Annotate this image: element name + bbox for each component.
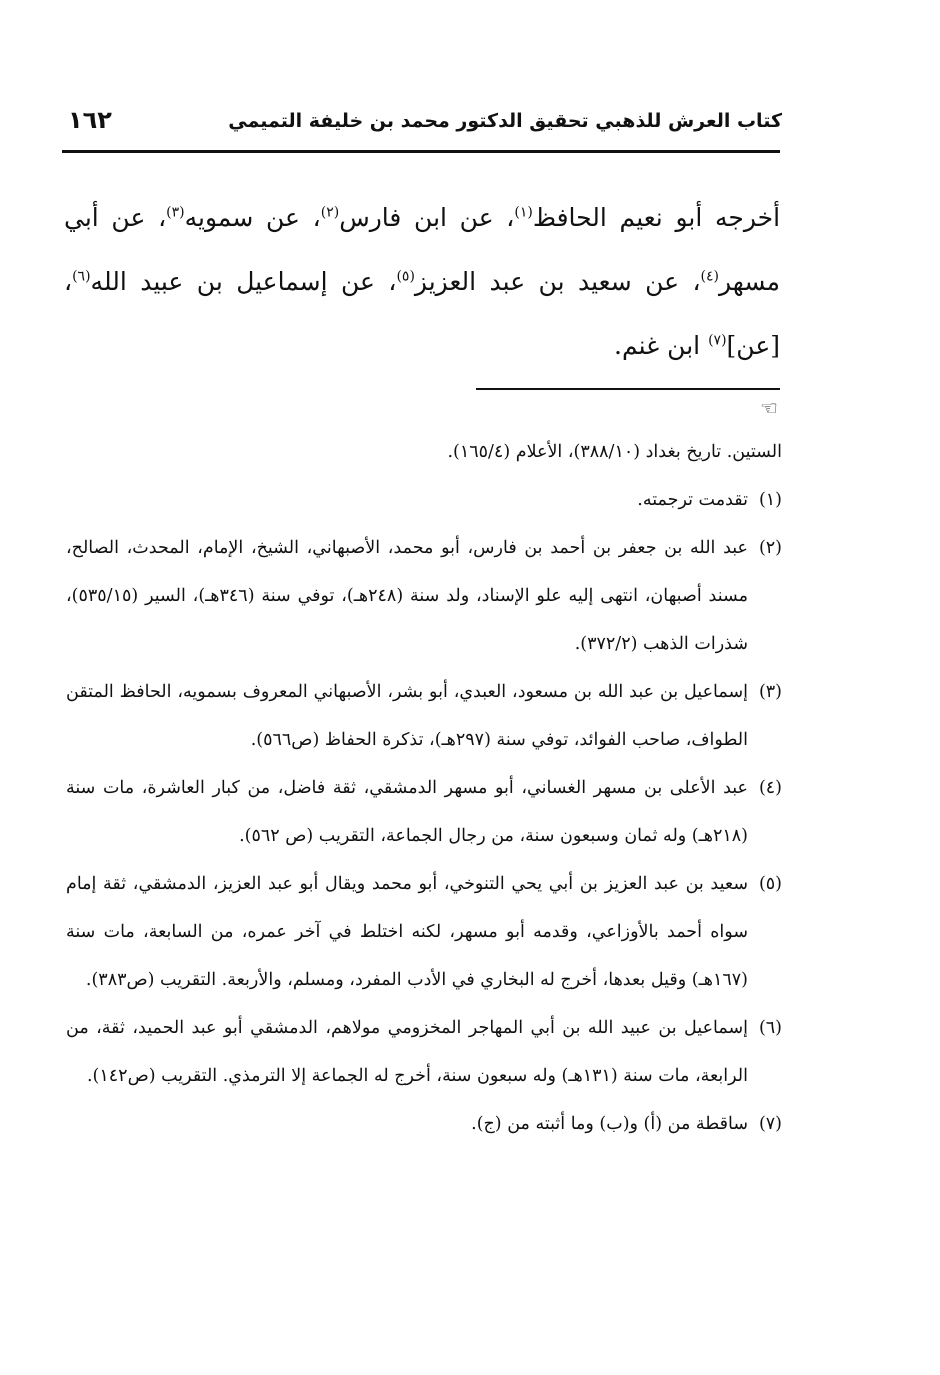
footnote-number: (١) xyxy=(758,490,782,510)
footnote-5 xyxy=(66,860,782,1004)
footnote-number: (٤) xyxy=(758,778,782,798)
footnote-number: (٣) xyxy=(758,682,782,702)
main-text-segment: ابن غنم. xyxy=(614,331,709,360)
main-text-segment: ، [عن] xyxy=(64,267,780,360)
footnote-2 xyxy=(66,524,782,668)
footnote-text: سعيد بن عبد العزيز بن أبي يحي التنوخي، أبو محمد ويقال أبو عبد العزيز، الدمشقي، ثقة إمام سواه أحمد بالأوزاعي، وقدمه أبو مسهر، لكنه اختلط في آخر عمره، من السابعة، مات سنة (١٦٧هـ) وقيل بعدها، أخرج له البخاري في الأدب المفرد، ومسلم، والأربعة. التقريب (ص٣٨٣). xyxy=(66,874,748,990)
footnote-ref-1: (١) xyxy=(514,204,533,221)
header-divider xyxy=(62,150,780,153)
footnote-text: إسماعيل بن عبد الله بن مسعود، العبدي، أبو بشر، الأصبهاني المعروف بسمويه، الحافظ المتقن الطواف، صاحب الفوائد، توفي سنة (٢٩٧هـ)، تذكرة الحفاظ (ص٥٦٦). xyxy=(66,682,748,750)
footnote-number: (٧) xyxy=(758,1114,782,1134)
footnote-ref-6: (٦) xyxy=(72,268,91,285)
main-text-segment: ، عن ابن فارس xyxy=(339,203,515,232)
page-number: ١٦٢ xyxy=(68,106,112,134)
footnote-7 xyxy=(66,1100,782,1148)
footnote-6 xyxy=(66,1004,782,1100)
footnote-number: (٥) xyxy=(758,874,782,894)
footnote-4 xyxy=(66,764,782,860)
main-text-segment: ، عن سمويه xyxy=(184,203,321,232)
main-text-segment: ، عن إسماعيل بن عبيد الله xyxy=(90,267,397,296)
main-text-segment: أخرجه أبو نعيم الحافظ xyxy=(532,203,781,232)
main-text-paragraph xyxy=(64,186,780,378)
footnote-text: ساقطة من (أ) و(ب) وما أثبته من (ج). xyxy=(471,1114,748,1134)
main-text-segment: ، عن سعيد بن عبد العزيز xyxy=(414,267,701,296)
footnote-ref-5: (٥) xyxy=(396,268,415,285)
footnote-ref-4: (٤) xyxy=(700,268,719,285)
footnote-ref-2: (٢) xyxy=(320,204,340,221)
footnote-number: (٦) xyxy=(758,1018,782,1038)
footnote-ref-7: (٧) xyxy=(708,332,727,349)
footnote-text: تقدمت ترجمته. xyxy=(637,490,748,510)
running-header xyxy=(64,104,782,144)
footnote-1 xyxy=(66,476,782,524)
footnote-number: (٢) xyxy=(758,538,782,558)
footnote-text: إسماعيل بن عبيد الله بن أبي المهاجر المخزومي مولاهم، الدمشقي أبو عبد الحميد، ثقة، من الرابعة، مات سنة (١٣١هـ) وله سبعون سنة، أخرج له الجماعة إلا الترمذي. التقريب (ص١٤٢). xyxy=(66,1018,748,1086)
footnote-divider xyxy=(476,388,780,390)
footnotes-section xyxy=(66,428,782,1148)
footnote-text: عبد الأعلى بن مسهر الغساني، أبو مسهر الدمشقي، ثقة فاضل، من كبار العاشرة، مات سنة (٢١٨هـ) وله ثمان وسبعون سنة، من رجال الجماعة، التقريب (ص ٥٦٢). xyxy=(66,778,748,846)
book-title: كتاب العرش للذهبي تحقيق الدكتور محمد بن خليفة التميمي xyxy=(228,110,782,132)
pointing-hand-icon: ☜ xyxy=(760,396,778,420)
footnote-ref-3: (٣) xyxy=(166,204,185,221)
footnote-3 xyxy=(66,668,782,764)
footnote-text: عبد الله بن جعفر بن أحمد بن فارس، أبو محمد، الأصبهاني، الشيخ، الإمام، المحدث، الصالح، مسند أصبهان، انتهى إليه علو الإسناد، ولد سنة (٢٤٨هـ)، توفي سنة (٣٤٦هـ)، السير (٥٣٥/١٥)، شذرات الذهب (٣٧٢/٢). xyxy=(66,538,748,654)
footnote-continuation: الستين. تاريخ بغداد (٣٨٨/١٠)، الأعلام (١٦٥/٤). xyxy=(447,442,782,462)
main-text-segment: ، عن أبي مسهر xyxy=(64,203,781,296)
